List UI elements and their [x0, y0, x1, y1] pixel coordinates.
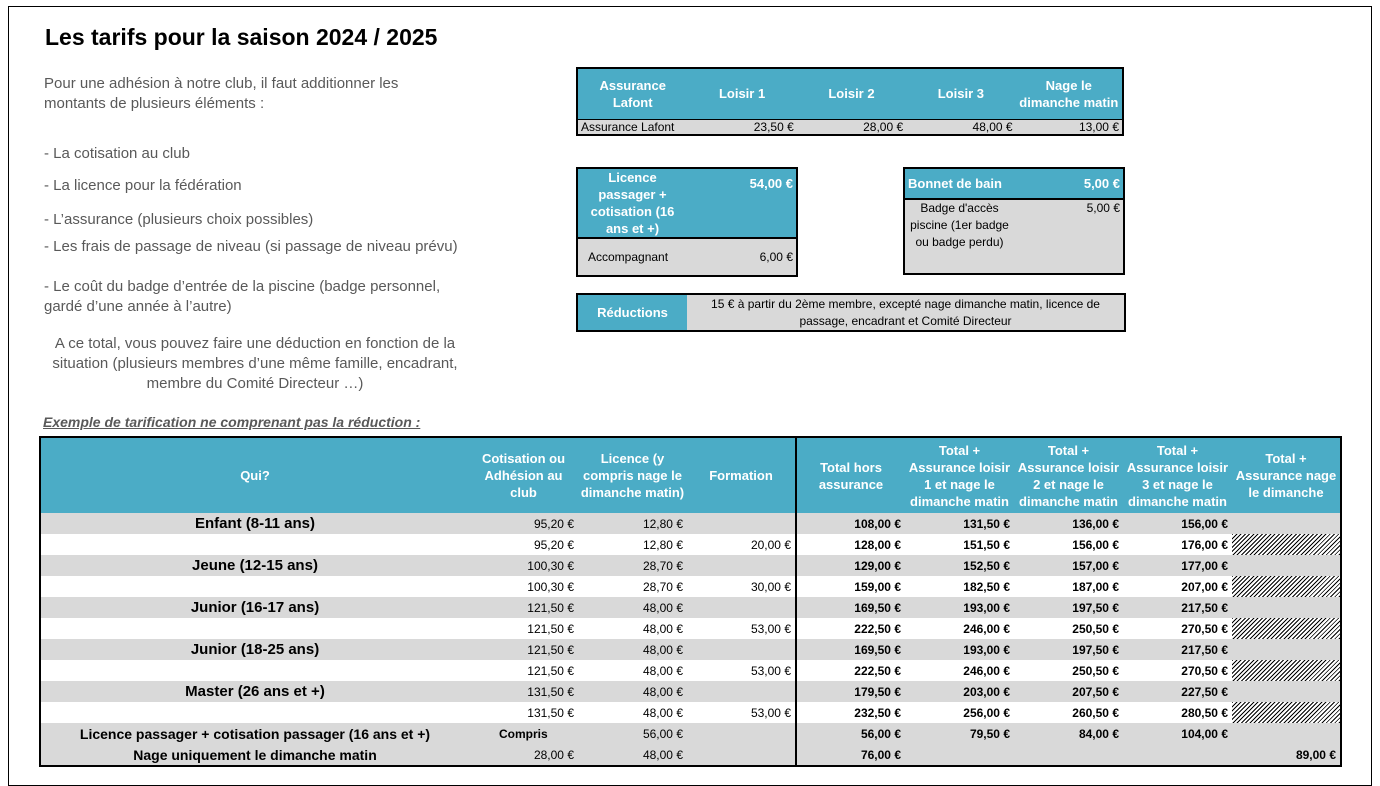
- cell-cotisation: 121,50 €: [527, 663, 574, 678]
- table-row: [40, 576, 1341, 597]
- cell-total-hors-assurance: 169,50 €: [796, 597, 905, 618]
- cell-total-loisir3: [1123, 744, 1232, 766]
- cell-formation: [687, 555, 796, 576]
- cell-cotisation: 100,30 €: [527, 579, 574, 594]
- cell-formation: [687, 597, 796, 618]
- cell-total-loisir2: 260,50 €: [1072, 705, 1119, 720]
- tarification-table: [39, 436, 1342, 767]
- cell-total-loisir3: 270,50 €: [1181, 663, 1228, 678]
- cell-total-loisir3: 217,50 €: [1123, 639, 1232, 660]
- cell-total-loisir3: 217,50 €: [1123, 597, 1232, 618]
- cell-formation: [687, 744, 796, 766]
- cell-total-loisir2: 157,00 €: [1014, 555, 1123, 576]
- cell-cotisation: 131,50 €: [527, 705, 574, 720]
- table-row: [40, 681, 1341, 702]
- bonnet-label: Bonnet de bain: [908, 176, 1002, 191]
- cell-total-loisir1: 152,50 €: [905, 555, 1014, 576]
- cell-cotisation: 100,30 €: [469, 555, 578, 576]
- cell-total-loisir3: 280,50 €: [1181, 705, 1228, 720]
- assurance-header-dimanche: Nage le dimanche matin: [1019, 77, 1119, 110]
- assurance-row-label: Assurance Lafont: [581, 119, 675, 134]
- row-who: [40, 618, 469, 639]
- licence-passager-label: Licence passager + cotisation (16 ans et +): [590, 170, 675, 236]
- cell-total-loisir2: 156,00 €: [1072, 537, 1119, 552]
- cell-total-nage-dimanche: [1232, 681, 1341, 702]
- row-who: [40, 702, 469, 723]
- cell-formation: 53,00 €: [750, 621, 791, 636]
- row-who: [40, 660, 469, 681]
- cell-total-loisir2: 197,50 €: [1014, 597, 1123, 618]
- cell-total-loisir1: 131,50 €: [905, 513, 1014, 534]
- intro-item-licence: - La licence pour la fédération: [44, 177, 242, 194]
- cell-total-loisir2: 250,50 €: [1072, 621, 1119, 636]
- cell-formation: 53,00 €: [750, 663, 791, 678]
- table-row: [40, 723, 1341, 744]
- table-row: [40, 660, 1341, 681]
- table-row: [40, 702, 1341, 723]
- cell-formation: [687, 513, 796, 534]
- bonnet-badge-table: [903, 167, 1125, 275]
- cell-total-hors-assurance: 76,00 €: [796, 744, 905, 766]
- cell-licence: 48,00 €: [578, 744, 687, 766]
- cell-cotisation: 121,50 €: [469, 639, 578, 660]
- bonnet-price: 5,00 €: [1083, 176, 1120, 191]
- cell-total-nage-dimanche: 89,00 €: [1232, 744, 1341, 766]
- cell-licence: 28,70 €: [642, 579, 683, 594]
- example-caption: Exemple de tarification ne comprenant pas la réduction :: [43, 414, 421, 430]
- licence-passager-price: 54,00 €: [749, 176, 793, 191]
- table-row: [40, 513, 1341, 534]
- intro-item-badge: - Le coût du badge d’entrée de la piscine (badge personnel, gardé d’une année à l’autre): [44, 278, 441, 315]
- cell-total-loisir1: 246,00 €: [963, 663, 1010, 678]
- cell-licence: 28,70 €: [578, 555, 687, 576]
- cell-total-hors-assurance: 222,50 €: [796, 618, 905, 639]
- assurance-loisir1-price: 23,50 €: [753, 119, 794, 134]
- cell-cotisation: 95,20 €: [469, 513, 578, 534]
- cell-cotisation: 131,50 €: [469, 681, 578, 702]
- assurance-header-loisir2: Loisir 2: [828, 86, 875, 102]
- cell-total-loisir1: 246,00 €: [963, 621, 1010, 636]
- table-row: [40, 555, 1341, 576]
- header-cotisation: Cotisation ou Adhésion au club: [469, 437, 578, 513]
- cell-total-nage-dimanche: [1232, 597, 1341, 618]
- cell-formation: 30,00 €: [750, 579, 791, 594]
- cell-total-nage-dimanche: [1232, 555, 1341, 576]
- cell-total-nage-dimanche: [1232, 639, 1341, 660]
- cell-cotisation: 28,00 €: [469, 744, 578, 766]
- cell-total-loisir3: 227,50 €: [1123, 681, 1232, 702]
- cell-total-loisir3: 104,00 €: [1123, 723, 1232, 744]
- cell-total-hors-assurance: 179,50 €: [796, 681, 905, 702]
- cell-total-nage-dimanche: [1232, 513, 1341, 534]
- cell-total-nage-dimanche: [1232, 660, 1341, 681]
- cell-total-hors-assurance: 128,00 €: [796, 534, 905, 555]
- cell-cotisation: 121,50 €: [469, 597, 578, 618]
- cell-total-loisir2: 207,50 €: [1014, 681, 1123, 702]
- row-who: Junior (16-17 ans): [40, 597, 469, 618]
- cell-cotisation: 121,50 €: [527, 621, 574, 636]
- cell-total-loisir3: 176,00 €: [1181, 537, 1228, 552]
- intro-item-assurance: - L’assurance (plusieurs choix possibles): [44, 211, 314, 228]
- cell-licence: 48,00 €: [642, 663, 683, 678]
- cell-licence: 48,00 €: [578, 597, 687, 618]
- cell-total-loisir3: 270,50 €: [1181, 621, 1228, 636]
- cell-total-loisir1: 256,00 €: [963, 705, 1010, 720]
- cell-total-hors-assurance: 56,00 €: [796, 723, 905, 744]
- row-who: Master (26 ans et +): [40, 681, 469, 702]
- row-who: [40, 534, 469, 555]
- cell-total-loisir2: 187,00 €: [1072, 579, 1119, 594]
- cell-licence: 12,80 €: [578, 513, 687, 534]
- table-row: [40, 744, 1341, 766]
- cell-total-loisir3: 156,00 €: [1123, 513, 1232, 534]
- cell-total-loisir2: [1014, 744, 1123, 766]
- accompagnant-label: Accompagnant: [588, 250, 669, 264]
- assurance-header-lafont: Assurance Lafont: [599, 77, 666, 110]
- cell-total-hors-assurance: 159,00 €: [796, 576, 905, 597]
- assurance-header-loisir1: Loisir 1: [718, 86, 766, 102]
- cell-total-loisir3: 207,00 €: [1181, 579, 1228, 594]
- intro-deduction-paragraph: A ce total, vous pouvez faire une déduction en fonction de la situation (plusieurs membres d’une même famille, encadrant, membre du Comité Directeur …): [52, 335, 458, 392]
- row-who: Nage uniquement le dimanche matin: [40, 744, 469, 766]
- cell-total-nage-dimanche: [1232, 723, 1341, 744]
- licence-passager-table: [576, 167, 798, 277]
- cell-formation: [687, 639, 796, 660]
- cell-licence: 56,00 €: [578, 723, 687, 744]
- cell-total-nage-dimanche: [1232, 618, 1341, 639]
- cell-formation: [687, 681, 796, 702]
- assurance-loisir2-price: 28,00 €: [863, 119, 904, 134]
- intro-item-cotisation: - La cotisation au club: [44, 145, 190, 162]
- reductions-table: [576, 293, 1126, 332]
- assurance-dimanche-price: 13,00 €: [1078, 119, 1119, 134]
- row-who: Enfant (8-11 ans): [40, 513, 469, 534]
- cell-total-loisir1: 79,50 €: [905, 723, 1014, 744]
- assurance-table: [576, 67, 1124, 136]
- table-row: [40, 618, 1341, 639]
- cell-total-nage-dimanche: [1232, 702, 1341, 723]
- table-row: [40, 534, 1341, 555]
- row-who: Jeune (12-15 ans): [40, 555, 469, 576]
- cell-licence: 12,80 €: [642, 537, 683, 552]
- cell-cotisation: 95,20 €: [533, 537, 574, 552]
- reductions-label: Réductions: [577, 294, 687, 331]
- cell-formation: 20,00 €: [750, 537, 791, 552]
- row-who: Licence passager + cotisation passager (16 ans et +): [40, 723, 469, 744]
- cell-cotisation: Compris: [469, 723, 578, 744]
- cell-licence: 48,00 €: [642, 705, 683, 720]
- cell-total-loisir1: 182,50 €: [963, 579, 1010, 594]
- cell-total-loisir1: 151,50 €: [963, 537, 1010, 552]
- cell-licence: 48,00 €: [578, 639, 687, 660]
- cell-total-nage-dimanche: [1232, 534, 1341, 555]
- header-total-loisir3: Total + Assurance loisir 3 et nage le dimanche matin: [1123, 437, 1232, 513]
- row-who: Junior (18-25 ans): [40, 639, 469, 660]
- cell-total-hors-assurance: 129,00 €: [796, 555, 905, 576]
- header-total-loisir1: Total + Assurance loisir 1 et nage le dimanche matin: [905, 437, 1014, 513]
- row-who: [40, 576, 469, 597]
- table-row: [40, 639, 1341, 660]
- cell-formation: 53,00 €: [750, 705, 791, 720]
- cell-licence: 48,00 €: [578, 681, 687, 702]
- intro-paragraph: Pour une adhésion à notre club, il faut additionner les montants de plusieurs éléments :: [44, 75, 399, 112]
- intro-item-frais-passage: - Les frais de passage de niveau (si passage de niveau prévu): [44, 238, 458, 255]
- reductions-text: 15 € à partir du 2ème membre, excepté nage dimanche matin, licence de passage, encadrant et Comité Directeur: [687, 294, 1125, 331]
- accompagnant-price: 6,00 €: [759, 250, 793, 264]
- assurance-header-loisir3: Loisir 3: [937, 86, 984, 102]
- cell-total-nage-dimanche: [1232, 576, 1341, 597]
- cell-total-hors-assurance: 169,50 €: [796, 639, 905, 660]
- header-licence: Licence (y compris nage le dimanche matin): [578, 437, 687, 513]
- cell-total-loisir1: [905, 744, 1014, 766]
- assurance-loisir3-price: 48,00 €: [972, 119, 1013, 134]
- cell-total-loisir1: 193,00 €: [905, 639, 1014, 660]
- cell-total-loisir2: 250,50 €: [1072, 663, 1119, 678]
- cell-formation: [687, 723, 796, 744]
- cell-licence: 48,00 €: [642, 621, 683, 636]
- cell-total-loisir1: 203,00 €: [905, 681, 1014, 702]
- cell-total-loisir3: 177,00 €: [1123, 555, 1232, 576]
- cell-total-loisir2: 197,50 €: [1014, 639, 1123, 660]
- cell-total-hors-assurance: 108,00 €: [796, 513, 905, 534]
- cell-total-hors-assurance: 222,50 €: [796, 660, 905, 681]
- cell-total-hors-assurance: 232,50 €: [796, 702, 905, 723]
- header-total-loisir2: Total + Assurance loisir 2 et nage le dimanche matin: [1014, 437, 1123, 513]
- badge-label: Badge d'accès piscine (1er badge ou badge perdu): [910, 201, 1009, 249]
- cell-total-loisir2: 136,00 €: [1014, 513, 1123, 534]
- header-total-nage-dimanche: Total + Assurance nage le dimanche: [1232, 437, 1341, 513]
- table-row: [40, 597, 1341, 618]
- header-formation: Formation: [687, 437, 796, 513]
- header-qui: Qui?: [40, 437, 469, 513]
- cell-total-loisir1: 193,00 €: [905, 597, 1014, 618]
- header-total-hors-assurance: Total hors assurance: [796, 437, 905, 513]
- cell-total-loisir2: 84,00 €: [1014, 723, 1123, 744]
- page-title: Les tarifs pour la saison 2024 / 2025: [45, 24, 438, 50]
- badge-price: 5,00 €: [1086, 201, 1120, 215]
